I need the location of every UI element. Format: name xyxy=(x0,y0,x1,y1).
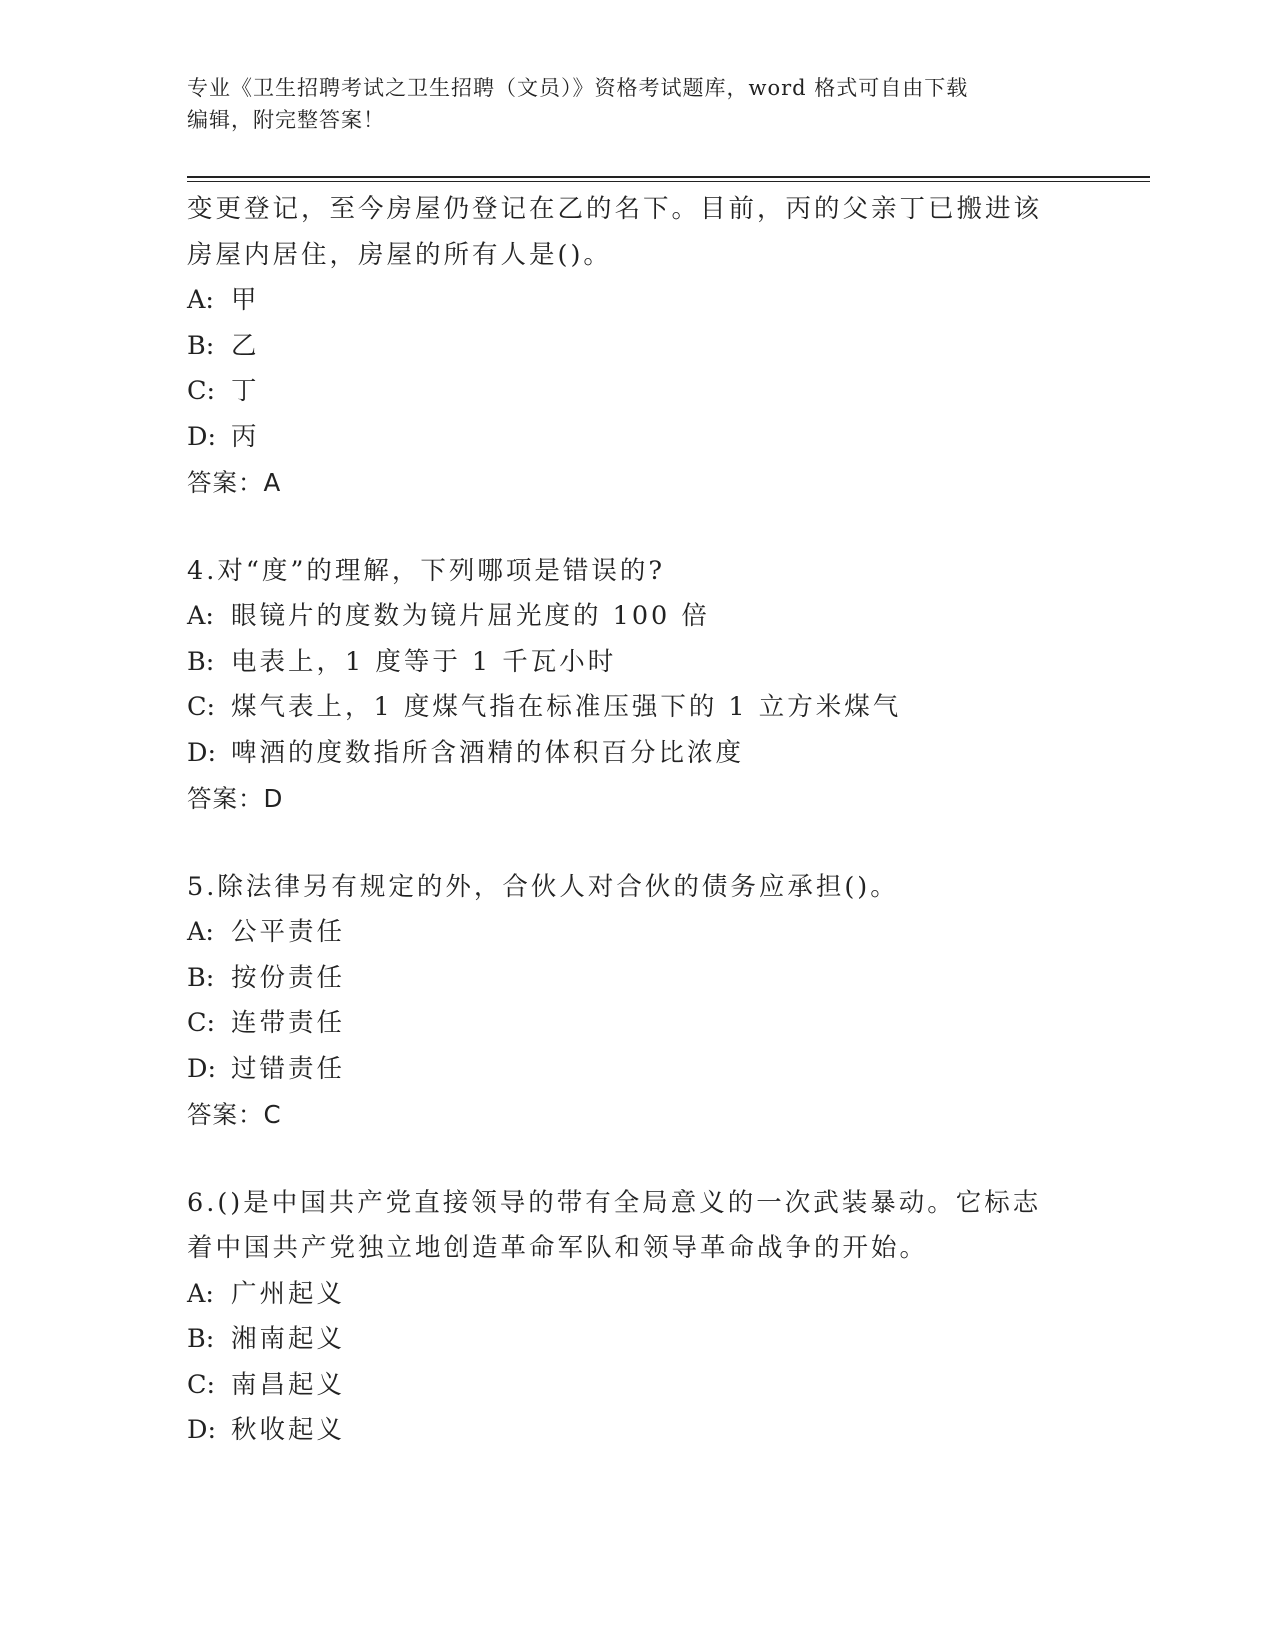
header-rule-thin xyxy=(187,181,1150,182)
answer-line: 答案：D xyxy=(187,784,284,813)
option-c xyxy=(187,1001,1067,1047)
option-letter: B: xyxy=(187,646,215,677)
option-letter: A: xyxy=(187,601,215,631)
option-letter: B: xyxy=(187,962,215,993)
option-d xyxy=(187,1408,1067,1454)
question-4 xyxy=(187,549,1067,822)
option-text: 乙 xyxy=(231,330,260,361)
option-text: 连带责任 xyxy=(231,1008,346,1038)
question-text-line: 房屋内居住，房屋的所有人是()。 xyxy=(187,239,612,270)
header-line-2: 编辑，附完整答案！ xyxy=(187,108,385,132)
option-letter: C: xyxy=(187,1008,216,1038)
question-text-line: 4.对“度”的理解，下列哪项是错误的? xyxy=(187,555,666,586)
option-c xyxy=(187,1363,1067,1409)
option-letter: B: xyxy=(187,330,215,361)
header-rule-thick xyxy=(187,176,1150,178)
option-text: 电表上，1 度等于 1 千瓦小时 xyxy=(231,646,617,677)
option-letter: D: xyxy=(187,421,217,452)
page-header xyxy=(187,72,1067,136)
option-letter: C: xyxy=(187,692,216,722)
option-text: 丁 xyxy=(231,376,260,406)
option-letter: D: xyxy=(187,1053,217,1084)
option-text: 过错责任 xyxy=(231,1053,346,1084)
option-c xyxy=(187,369,1067,415)
option-text: 眼镜片的度数为镜片屈光度的 100 倍 xyxy=(231,601,710,631)
option-b xyxy=(187,640,1067,686)
question-text-line: 5.除法律另有规定的外，合伙人对合伙的债务应承担()。 xyxy=(187,871,899,902)
answer-line: 答案：C xyxy=(187,1100,282,1129)
option-a xyxy=(187,278,1067,324)
option-letter: D: xyxy=(187,1415,217,1445)
answer-line: 答案：A xyxy=(187,468,282,497)
question-6 xyxy=(187,1181,1067,1454)
question-text-line: 着中国共产党独立地创造革命军队和领导革命战争的开始。 xyxy=(187,1233,929,1263)
option-text: 公平责任 xyxy=(231,917,346,947)
option-text: 秋收起义 xyxy=(231,1415,346,1445)
option-text: 丙 xyxy=(231,421,260,452)
option-c xyxy=(187,685,1067,731)
option-letter: A: xyxy=(187,1278,215,1309)
option-d xyxy=(187,1047,1067,1093)
question-content xyxy=(187,187,1067,1454)
option-text: 按份责任 xyxy=(231,962,346,993)
option-b xyxy=(187,1317,1067,1363)
option-d xyxy=(187,731,1067,777)
option-letter: C: xyxy=(187,1369,216,1400)
option-a xyxy=(187,1272,1067,1318)
option-b xyxy=(187,324,1067,370)
option-letter: A: xyxy=(187,917,215,947)
question-text-line: 6.()是中国共产党直接领导的带有全局意义的一次武装暴动。它标志 xyxy=(187,1187,1042,1218)
option-text: 广州起义 xyxy=(231,1278,346,1309)
question-5 xyxy=(187,865,1067,1138)
option-a xyxy=(187,910,1067,956)
option-text: 南昌起义 xyxy=(231,1369,346,1400)
option-text: 啤酒的度数指所含酒精的体积百分比浓度 xyxy=(231,737,745,768)
question-3-continued xyxy=(187,187,1067,506)
question-text-line: 变更登记，至今房屋仍登记在乙的名下。目前，丙的父亲丁已搬进该 xyxy=(187,194,1043,224)
option-d xyxy=(187,415,1067,461)
option-text: 甲 xyxy=(231,285,260,315)
option-letter: C: xyxy=(187,376,216,406)
option-text: 煤气表上，1 度煤气指在标准压强下的 1 立方米煤气 xyxy=(231,692,902,722)
option-b xyxy=(187,956,1067,1002)
header-line-1: 专业《卫生招聘考试之卫生招聘（文员）》资格考试题库，word 格式可自由下载 xyxy=(187,76,969,100)
option-a xyxy=(187,594,1067,640)
option-letter: A: xyxy=(187,285,215,315)
option-text: 湘南起义 xyxy=(231,1324,346,1354)
option-letter: D: xyxy=(187,737,217,768)
option-letter: B: xyxy=(187,1324,215,1354)
